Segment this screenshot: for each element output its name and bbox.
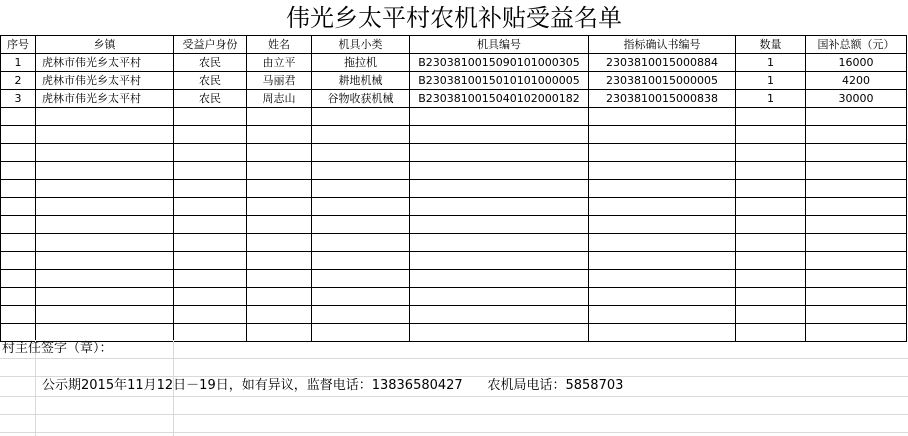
empty-cell (736, 216, 806, 234)
empty-cell (174, 306, 247, 324)
empty-cell (36, 270, 174, 288)
table-cell: 4200 (806, 72, 907, 90)
empty-cell (589, 324, 736, 342)
beneficiary-table (0, 35, 907, 342)
empty-cell (1, 162, 36, 180)
empty-cell (36, 108, 174, 126)
empty-cell (410, 306, 589, 324)
empty-row (1, 324, 907, 342)
empty-cell (736, 198, 806, 216)
table-cell: 2303810015000005 (589, 72, 736, 90)
header-cell: 数量 (736, 36, 806, 54)
header-cell: 指标确认书编号 (589, 36, 736, 54)
header-cell: 姓名 (247, 36, 312, 54)
empty-cell (410, 216, 589, 234)
empty-cell (36, 162, 174, 180)
table-cell: B2303810015040102000182 (410, 90, 589, 108)
notice-text: 公示期2015年11月12日－19日，如有异议，监督电话：13836580427 农机局电话：5858703 (42, 378, 624, 393)
empty-cell (589, 306, 736, 324)
empty-cell (312, 324, 410, 342)
empty-cell (736, 144, 806, 162)
table-cell: 马丽君 (247, 72, 312, 90)
empty-cell (174, 162, 247, 180)
empty-cell (247, 144, 312, 162)
table-cell: 拖拉机 (312, 54, 410, 72)
table-cell: 谷物收获机械 (312, 90, 410, 108)
empty-cell (247, 126, 312, 144)
empty-cell (36, 216, 174, 234)
header-cell: 受益户身份 (174, 36, 247, 54)
empty-row (1, 270, 907, 288)
empty-cell (806, 252, 907, 270)
empty-cell (806, 108, 907, 126)
empty-cell (589, 216, 736, 234)
table-cell: 2 (1, 72, 36, 90)
table-cell: 农民 (174, 54, 247, 72)
table-row (1, 54, 907, 72)
empty-row (1, 126, 907, 144)
empty-cell (410, 270, 589, 288)
empty-cell (589, 198, 736, 216)
table-cell: 由立平 (247, 54, 312, 72)
empty-cell (36, 144, 174, 162)
table-cell: 虎林市伟光乡太平村 (36, 90, 174, 108)
gridline (0, 414, 908, 415)
empty-cell (1, 180, 36, 198)
empty-cell (1, 126, 36, 144)
table-cell: B2303810015090101000305 (410, 54, 589, 72)
table-cell: 2303810015000884 (589, 54, 736, 72)
empty-cell (312, 306, 410, 324)
empty-cell (1, 144, 36, 162)
header-cell: 乡镇 (36, 36, 174, 54)
empty-cell (806, 216, 907, 234)
empty-cell (247, 162, 312, 180)
empty-cell (312, 252, 410, 270)
empty-cell (1, 288, 36, 306)
table-cell: 2303810015000838 (589, 90, 736, 108)
empty-cell (589, 180, 736, 198)
empty-cell (247, 252, 312, 270)
empty-row (1, 198, 907, 216)
empty-cell (174, 144, 247, 162)
empty-cell (806, 198, 907, 216)
table-cell: 1 (736, 72, 806, 90)
empty-cell (410, 108, 589, 126)
gridline (0, 358, 908, 359)
empty-cell (589, 162, 736, 180)
empty-row (1, 180, 907, 198)
empty-cell (736, 270, 806, 288)
empty-cell (36, 324, 174, 342)
table-cell: 1 (1, 54, 36, 72)
empty-cell (312, 126, 410, 144)
empty-cell (312, 162, 410, 180)
empty-cell (1, 216, 36, 234)
empty-cell (247, 198, 312, 216)
empty-row (1, 144, 907, 162)
empty-cell (312, 216, 410, 234)
empty-cell (174, 270, 247, 288)
empty-cell (1, 324, 36, 342)
table-cell: B2303810015010101000005 (410, 72, 589, 90)
empty-cell (736, 252, 806, 270)
empty-cell (736, 234, 806, 252)
empty-cell (1, 108, 36, 126)
empty-cell (736, 288, 806, 306)
empty-cell (806, 306, 907, 324)
empty-cell (247, 288, 312, 306)
empty-cell (174, 180, 247, 198)
empty-cell (806, 288, 907, 306)
empty-cell (1, 270, 36, 288)
empty-cell (806, 324, 907, 342)
empty-cell (312, 144, 410, 162)
empty-cell (174, 234, 247, 252)
empty-cell (174, 252, 247, 270)
empty-cell (410, 324, 589, 342)
gridline (0, 432, 908, 433)
empty-row (1, 252, 907, 270)
empty-cell (36, 180, 174, 198)
empty-cell (247, 108, 312, 126)
empty-cell (736, 306, 806, 324)
empty-cell (806, 144, 907, 162)
header-cell: 序号 (1, 36, 36, 54)
empty-row (1, 234, 907, 252)
empty-cell (174, 324, 247, 342)
table-cell: 1 (736, 54, 806, 72)
empty-cell (806, 126, 907, 144)
table-cell: 农民 (174, 72, 247, 90)
empty-cell (736, 162, 806, 180)
empty-cell (806, 180, 907, 198)
empty-cell (1, 306, 36, 324)
table-cell: 耕地机械 (312, 72, 410, 90)
table-cell: 周志山 (247, 90, 312, 108)
empty-cell (174, 198, 247, 216)
header-cell: 机具编号 (410, 36, 589, 54)
table-row (1, 90, 907, 108)
empty-cell (174, 108, 247, 126)
empty-cell (736, 180, 806, 198)
empty-cell (312, 108, 410, 126)
empty-cell (410, 252, 589, 270)
empty-cell (1, 252, 36, 270)
empty-cell (174, 216, 247, 234)
empty-cell (410, 144, 589, 162)
empty-cell (174, 126, 247, 144)
empty-row (1, 108, 907, 126)
page-title: 伟光乡太平村农机补贴受益名单 (286, 4, 622, 32)
empty-cell (1, 234, 36, 252)
empty-cell (36, 234, 174, 252)
empty-cell (36, 198, 174, 216)
empty-cell (589, 108, 736, 126)
empty-cell (174, 288, 247, 306)
empty-cell (247, 306, 312, 324)
empty-cell (312, 180, 410, 198)
empty-cell (36, 306, 174, 324)
header-cell: 国补总额（元） (806, 36, 907, 54)
empty-cell (410, 198, 589, 216)
empty-cell (806, 162, 907, 180)
empty-cell (410, 180, 589, 198)
empty-cell (410, 288, 589, 306)
table-cell: 3 (1, 90, 36, 108)
empty-cell (312, 288, 410, 306)
empty-cell (1, 198, 36, 216)
empty-row (1, 216, 907, 234)
empty-cell (312, 198, 410, 216)
empty-cell (589, 234, 736, 252)
empty-cell (247, 324, 312, 342)
table-cell: 虎林市伟光乡太平村 (36, 54, 174, 72)
empty-cell (247, 234, 312, 252)
empty-cell (36, 126, 174, 144)
empty-row (1, 306, 907, 324)
empty-cell (312, 234, 410, 252)
empty-cell (247, 270, 312, 288)
empty-cell (589, 126, 736, 144)
table-row (1, 72, 907, 90)
table-cell: 30000 (806, 90, 907, 108)
empty-cell (806, 270, 907, 288)
empty-cell (806, 234, 907, 252)
empty-cell (410, 162, 589, 180)
empty-cell (410, 234, 589, 252)
empty-cell (312, 270, 410, 288)
empty-cell (410, 126, 589, 144)
empty-row (1, 162, 907, 180)
empty-cell (589, 270, 736, 288)
empty-row (1, 288, 907, 306)
table-cell: 农民 (174, 90, 247, 108)
table-cell: 16000 (806, 54, 907, 72)
empty-cell (247, 216, 312, 234)
empty-cell (589, 288, 736, 306)
empty-cell (589, 252, 736, 270)
gridline (0, 396, 908, 397)
empty-cell (736, 324, 806, 342)
table-cell: 1 (736, 90, 806, 108)
empty-cell (36, 252, 174, 270)
empty-cell (36, 288, 174, 306)
empty-cell (736, 108, 806, 126)
header-row (1, 36, 907, 54)
empty-cell (736, 126, 806, 144)
signature-label: 村主任签字（章）： (2, 341, 113, 356)
table-cell: 虎林市伟光乡太平村 (36, 72, 174, 90)
empty-cell (247, 180, 312, 198)
header-cell: 机具小类 (312, 36, 410, 54)
empty-cell (589, 144, 736, 162)
